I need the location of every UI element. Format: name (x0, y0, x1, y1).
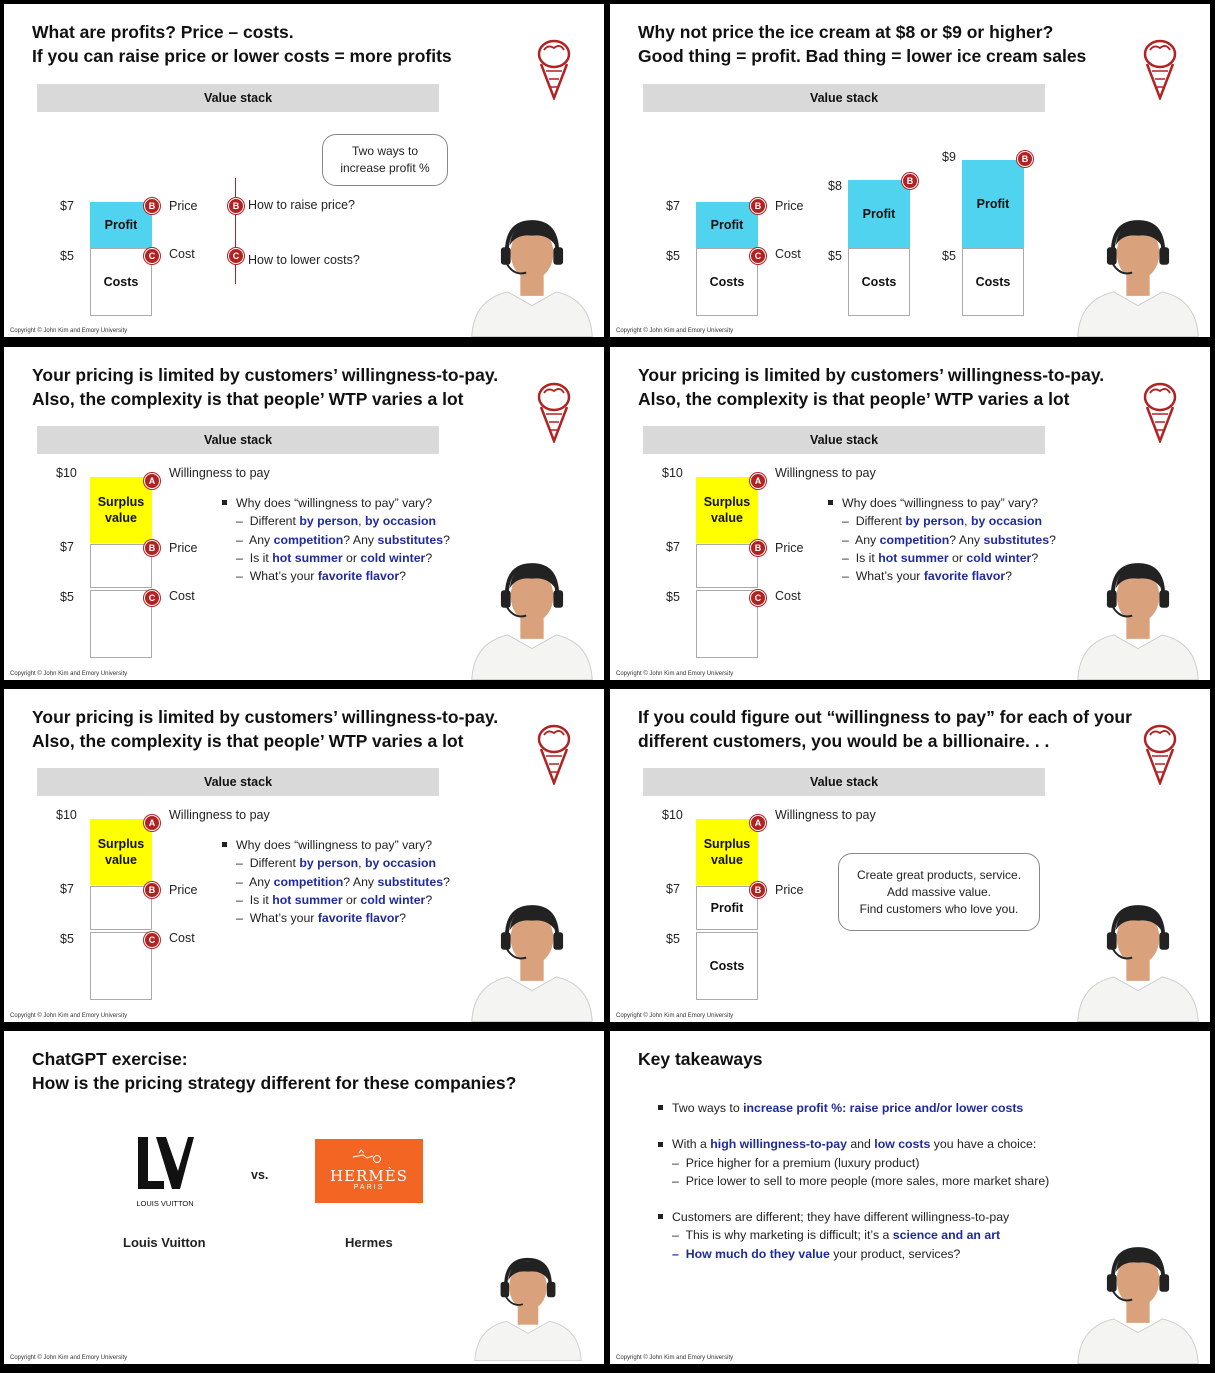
price-value: $7 (60, 882, 74, 896)
ice-cream-icon (1142, 38, 1178, 100)
price-value: $7 (666, 199, 680, 213)
copyright: Copyright © John Kim and Emory University (10, 1013, 128, 1019)
profit-box: Profit (696, 202, 758, 248)
costs-box (90, 932, 152, 1000)
speech-bubble: Create great products, service. Add massive value. Find customers who love you. (838, 853, 1040, 931)
price-value: $7 (60, 199, 74, 213)
vs-label: vs. (251, 1168, 269, 1182)
presenter-video (1070, 553, 1206, 680)
cost-value: $5 (666, 249, 680, 263)
raise-price-label: How to raise price? (248, 198, 355, 212)
badge-a-icon: A (750, 473, 766, 489)
wtp-label: Willingness to pay (775, 808, 876, 822)
profit-box: Profit (696, 886, 758, 930)
ice-cream-icon (536, 381, 572, 443)
badge-b-icon: B (1017, 151, 1033, 167)
value-stack-header: Value stack (37, 84, 439, 112)
value-stack-header: Value stack (37, 426, 439, 454)
slide-higher-price (610, 4, 1210, 337)
slide-wtp (4, 689, 604, 1022)
lv-monogram-icon (134, 1135, 196, 1193)
cost-label: Cost (775, 247, 801, 261)
badge-c-icon: C (228, 248, 244, 264)
copyright: Copyright © John Kim and Emory University (10, 328, 128, 334)
ice-cream-icon (536, 723, 572, 785)
wtp-label: Willingness to pay (169, 466, 270, 480)
badge-b-icon: B (750, 882, 766, 898)
wtp-bullets: Why does “willingness to pay” vary? – Different by person, by occasion – Any competition? Any substitutes? – Is it hot summer or cold winter? – What’s your favorite flavor? (222, 836, 450, 927)
costs-box: Costs (962, 248, 1024, 316)
profit-box (696, 544, 758, 588)
louis-vuitton-name: Louis Vuitton (123, 1235, 206, 1250)
copyright: Copyright © John Kim and Emory University (616, 1013, 734, 1019)
badge-b-icon: B (750, 540, 766, 556)
presenter-video (1070, 210, 1206, 337)
cost-value: $5 (60, 932, 74, 946)
cost-value: $5 (666, 932, 680, 946)
badge-c-icon: C (750, 590, 766, 606)
carriage-icon (349, 1149, 389, 1163)
copyright: Copyright © John Kim and Emory University (10, 1355, 128, 1361)
badge-c-icon: C (144, 932, 160, 948)
cost-value: $5 (828, 249, 842, 263)
speech-bubble: Two ways to increase profit % (322, 134, 448, 186)
cost-value: $5 (60, 590, 74, 604)
louis-vuitton-logo: LOUIS VUITTON (132, 1135, 198, 1207)
badge-c-icon: C (750, 248, 766, 264)
presenter-video (1070, 1237, 1206, 1364)
price-value: $7 (666, 540, 680, 554)
copyright: Copyright © John Kim and Emory University (616, 671, 734, 677)
price-label: Price (775, 541, 804, 555)
surplus-value-box: Surplus value (90, 819, 152, 885)
copyright: Copyright © John Kim and Emory University (10, 671, 128, 677)
price-8-value: $8 (828, 179, 842, 193)
bullet-icon (828, 500, 833, 505)
badge-c-icon: C (144, 590, 160, 606)
profit-box (90, 544, 152, 588)
costs-box: Costs (696, 248, 758, 316)
wtp-label: Willingness to pay (775, 466, 876, 480)
wtp-bullets: Why does “willingness to pay” vary? – Different by person, by occasion – Any competition? Any substitutes? – Is it hot summer or cold winter? – What’s your favorite flavor? (828, 494, 1056, 585)
price-9-value: $9 (942, 150, 956, 164)
slide-chatgpt-exercise (4, 1031, 604, 1364)
bullet-icon (222, 842, 227, 847)
bullet-icon (658, 1142, 663, 1147)
hermes-name: Hermes (345, 1235, 393, 1250)
profit-box: Profit (848, 180, 910, 248)
value-stack-header: Value stack (643, 84, 1045, 112)
cost-value: $5 (666, 590, 680, 604)
slide-title: Your pricing is limited by customers’ willingness-to-pay. Also, the complexity is that people’ WTP varies a lot (638, 365, 1105, 409)
slide-wtp (4, 347, 604, 680)
wtp-value: $10 (662, 808, 683, 822)
slide-billionaire (610, 689, 1210, 1022)
costs-box: Costs (90, 248, 152, 316)
costs-box: Costs (696, 932, 758, 1000)
wtp-label: Willingness to pay (169, 808, 270, 822)
price-label: Price (169, 883, 198, 897)
ice-cream-icon (1142, 723, 1178, 785)
slide-wtp (610, 347, 1210, 680)
lower-costs-label: How to lower costs? (248, 253, 360, 267)
slide-title: ChatGPT exercise: How is the pricing strategy different for these companies? (32, 1049, 517, 1093)
badge-b-icon: B (144, 540, 160, 556)
costs-box: Costs (848, 248, 910, 316)
slide-title: Your pricing is limited by customers’ willingness-to-pay. Also, the complexity is that people’ WTP varies a lot (32, 707, 499, 751)
wtp-value: $10 (56, 466, 77, 480)
ice-cream-icon (1142, 381, 1178, 443)
copyright: Copyright © John Kim and Emory University (616, 328, 734, 334)
badge-b-icon: B (902, 173, 918, 189)
cost-label: Cost (169, 247, 195, 261)
price-value: $7 (666, 882, 680, 896)
surplus-value-box: Surplus value (696, 819, 758, 885)
takeaway-bullets: Two ways to increase profit %: raise price and/or lower costs With a high willingness-to-pay and low costs you have a choice: – Price higher for a premium (luxury product) – Price lower to sell to more people (more sales, more market share) Customers are different; they have different willingness-to-pay – This is why marketing is difficult; it’s a science and an art – How much do they value your product, services? (658, 1099, 1049, 1263)
profit-box (90, 886, 152, 930)
cost-label: Cost (169, 589, 195, 603)
presenter-video (468, 1249, 588, 1361)
slide-title: Key takeaways (638, 1049, 763, 1069)
value-stack-header: Value stack (37, 768, 439, 796)
price-value: $7 (60, 540, 74, 554)
costs-box (696, 590, 758, 658)
badge-a-icon: A (750, 815, 766, 831)
profit-box: Profit (962, 160, 1024, 248)
badge-c-icon: C (144, 248, 160, 264)
slide-title: What are profits? Price – costs. If you can raise price or lower costs = more profits (32, 22, 452, 66)
price-label: Price (775, 883, 804, 897)
costs-box (90, 590, 152, 658)
slide-title: Why not price the ice cream at $8 or $9 or higher? Good thing = profit. Bad thing = lower ice cream sales (638, 22, 1087, 66)
presenter-video (1070, 895, 1206, 1022)
slide-key-takeaways (610, 1031, 1210, 1364)
value-stack-header: Value stack (643, 768, 1045, 796)
slide-title: If you could figure out “willingness to pay” for each of your different customers, you would be a billionaire. . . (638, 707, 1132, 751)
presenter-video (464, 210, 600, 337)
ice-cream-icon (536, 38, 572, 100)
copyright: Copyright © John Kim and Emory University (616, 1355, 734, 1361)
wtp-bullets: Why does “willingness to pay” vary? – Different by person, by occasion – Any competition? Any substitutes? – Is it hot summer or cold winter? – What’s your favorite flavor? (222, 494, 450, 585)
cost-label: Cost (775, 589, 801, 603)
badge-b-icon: B (750, 198, 766, 214)
badge-b-icon: B (144, 882, 160, 898)
profit-box: Profit (90, 202, 152, 248)
value-stack-header: Value stack (643, 426, 1045, 454)
surplus-value-box: Surplus value (696, 477, 758, 543)
cost-label: Cost (169, 931, 195, 945)
badge-b-icon: B (228, 198, 244, 214)
price-label: Price (775, 199, 804, 213)
badge-a-icon: A (144, 815, 160, 831)
badge-a-icon: A (144, 473, 160, 489)
price-label: Price (169, 199, 198, 213)
surplus-value-box: Surplus value (90, 477, 152, 543)
hermes-logo: HERMÈS PARIS (315, 1139, 423, 1203)
bullet-icon (658, 1214, 663, 1219)
presenter-video (464, 895, 600, 1022)
price-label: Price (169, 541, 198, 555)
range-arrow (235, 178, 236, 284)
cost-value: $5 (60, 249, 74, 263)
wtp-value: $10 (56, 808, 77, 822)
bullet-icon (222, 500, 227, 505)
presenter-video (464, 553, 600, 680)
slide-profits (4, 4, 604, 337)
bullet-icon (658, 1105, 663, 1110)
slide-title: Your pricing is limited by customers’ willingness-to-pay. Also, the complexity is that people’ WTP varies a lot (32, 365, 499, 409)
badge-b-icon: B (144, 198, 160, 214)
cost-value: $5 (942, 249, 956, 263)
wtp-value: $10 (662, 466, 683, 480)
